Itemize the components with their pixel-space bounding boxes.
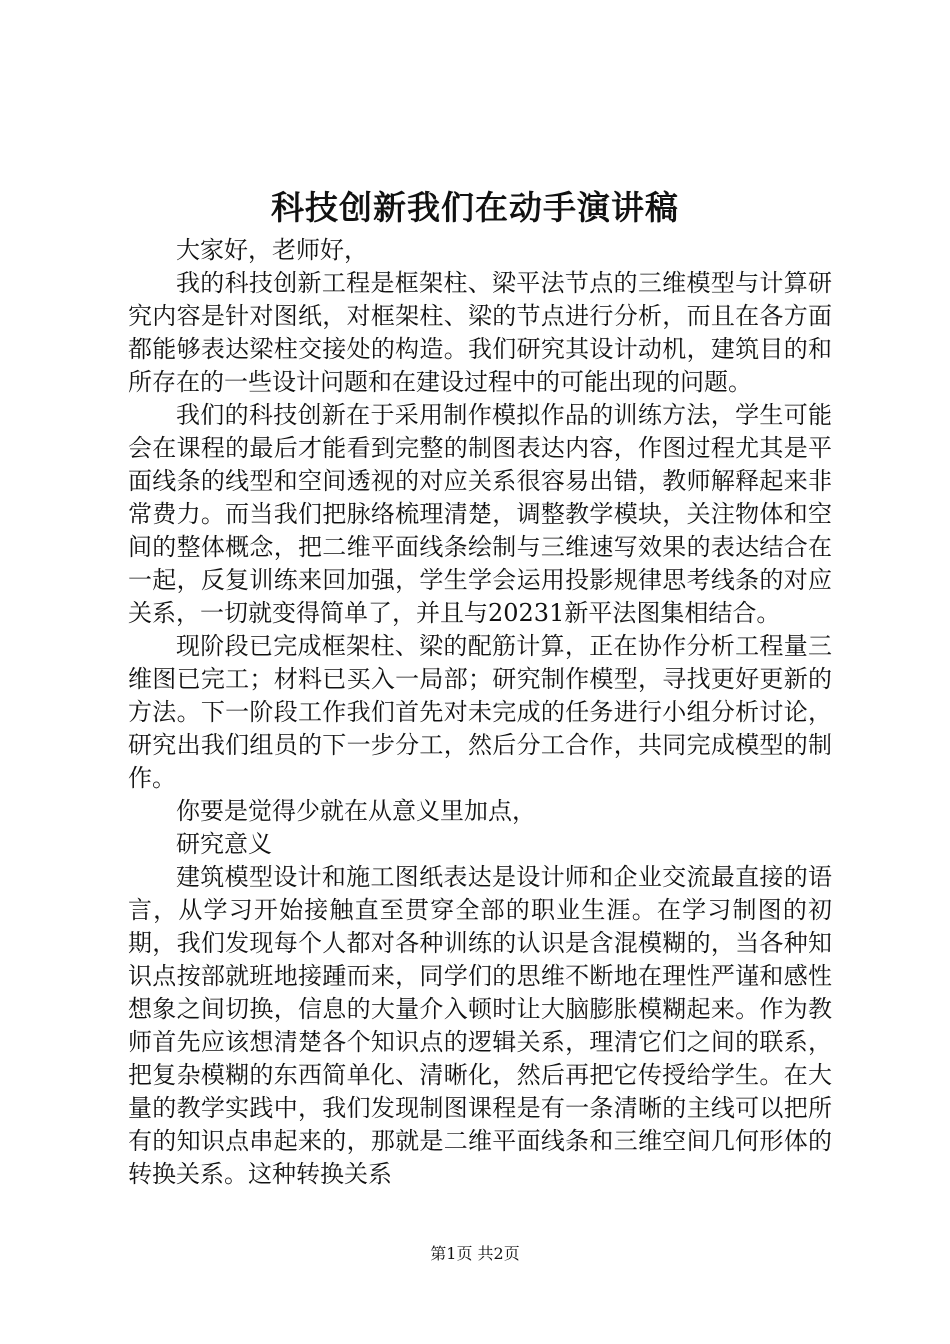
note-paragraph: 你要是觉得少就在从意义里加点， (176, 797, 536, 825)
document-body (128, 234, 832, 1191)
greeting-paragraph: 大家好，老师好， (176, 236, 368, 264)
project-intro-paragraph: 我的科技创新工程是框架柱、梁平法节点的三维模型与计算研究内容是针对图纸，对框架柱、梁的节点进行分析，而且在各方面都能够表达梁柱交接处的构造。我们研究其设计动机，建筑目的和所存在的一些设计问题和在建设过程中的可能出现的问题。 (128, 269, 832, 396)
progress-paragraph: 现阶段已完成框架柱、梁的配筋计算，正在协作分析工程量三维图已完工；材料已买入一局部；研究制作模型，寻找更好更新的方法。下一阶段工作我们首先对未完成的任务进行小组分析讨论，研究出我们组员的下一步分工，然后分工合作，共同完成模型的制作。 (128, 632, 832, 792)
significance-paragraph: 建筑模型设计和施工图纸表达是设计师和企业交流最直接的语言，从学习开始接触直至贯穿全部的职业生涯。在学习制图的初期，我们发现每个人都对各种训练的认识是含混模糊的，当各种知识点按部就班地接踵而来，同学们的思维不断地在理性严谨和感性想象之间切换，信息的大量介入顿时让大脑膨胀模糊起来。作为教师首先应该想清楚各个知识点的逻辑关系，理清它们之间的联系，把复杂模糊的东西简单化、清晰化，然后再把它传授给学生。在大量的教学实践中，我们发现制图课程是有一条清晰的主线可以把所有的知识点串起来的，那就是二维平面线条和三维空间几何形体的转换关系。这种转换关系 (128, 863, 832, 1188)
document-title: 科技创新我们在动手演讲稿 (271, 188, 679, 227)
innovation-paragraph: 我们的科技创新在于采用制作模拟作品的训练方法，学生可能会在课程的最后才能看到完整的制图表达内容，作图过程尤其是平面线条的线型和空间透视的对应关系很容易出错，教师解释起来非常费力。而当我们把脉络梳理清楚，调整教学模块，关注物体和空间的整体概念，把二维平面线条绘制与三维速写效果的表达结合在一起，反复训练来回加强，学生学会运用投影规律思考线条的对应关系，一切就变得简单了，并且与20231新平法图集相结合。 (128, 401, 832, 627)
page-number: 第1页 共2页 (430, 1244, 520, 1263)
section-heading: 研究意义 (176, 830, 272, 858)
